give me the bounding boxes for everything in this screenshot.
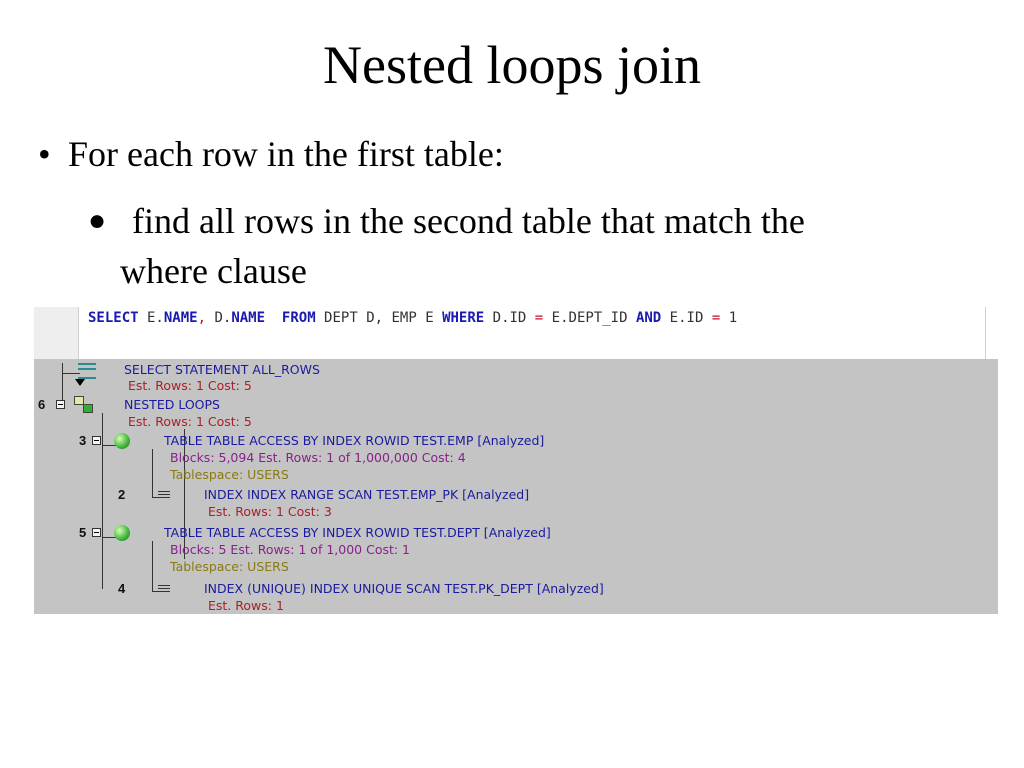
tree-connector (102, 445, 116, 446)
sql-token: DEPT D, EMP E (315, 310, 443, 326)
sql-keyword-from: FROM (281, 310, 316, 326)
select-statement-icon (78, 363, 96, 379)
plan-node-stats: Est. Rows: 1 Cost: 3 (208, 504, 332, 519)
sql-token: 1 (720, 310, 738, 326)
sql-token: NAME (231, 310, 266, 326)
table-access-icon (114, 433, 130, 449)
plan-node-id: 3 (79, 433, 87, 448)
plan-node-tablespace: Tablespace: USERS (170, 467, 289, 482)
sql-token: E.DEPT_ID (543, 310, 636, 326)
query-plan-screenshot (34, 307, 998, 614)
down-arrow-icon (75, 379, 85, 386)
sql-keyword-and: AND (635, 310, 662, 326)
index-scan-icon (156, 489, 170, 501)
sql-token: E. (138, 310, 164, 326)
plan-node-op: INDEX (UNIQUE) INDEX UNIQUE SCAN TEST.PK_DEPT [Analyzed] (204, 581, 604, 596)
nested-loops-icon-part (83, 404, 93, 413)
index-icon-stroke (158, 497, 170, 498)
plan-node-op: TABLE TABLE ACCESS BY INDEX ROWID TEST.DEPT [Analyzed] (164, 525, 551, 540)
plan-node-stats: Blocks: 5,094 Est. Rows: 1 of 1,000,000 Cost: 4 (170, 450, 466, 465)
nested-loops-icon (74, 396, 92, 412)
sql-keyword-where: WHERE (442, 310, 485, 326)
index-icon-stroke (158, 494, 170, 495)
plan-node-op: NESTED LOOPS (124, 397, 220, 412)
index-scan-icon (156, 583, 170, 595)
plan-node-id: 4 (118, 581, 126, 596)
sub-bullet-marker: ● (88, 204, 107, 237)
sql-token: = (534, 310, 544, 326)
plan-node-id: 5 (79, 525, 87, 540)
sub-bullet-text-line2: where clause (120, 251, 307, 291)
collapse-box-icon[interactable] (56, 400, 65, 409)
execution-plan-tree (34, 359, 998, 614)
editor-gutter (34, 307, 79, 359)
index-icon-stroke (158, 588, 170, 589)
table-access-icon (114, 525, 130, 541)
plan-node-op: INDEX INDEX RANGE SCAN TEST.EMP_PK [Analyzed] (204, 487, 530, 502)
tree-connector (102, 537, 116, 538)
tree-connector (102, 413, 103, 589)
plan-node-stats: Est. Rows: 1 Cost: 5 (128, 378, 252, 393)
sql-editor[interactable] (34, 307, 998, 359)
tree-connector (152, 541, 153, 591)
plan-node-stats: Blocks: 5 Est. Rows: 1 of 1,000 Cost: 1 (170, 542, 411, 557)
index-icon-stroke (158, 491, 170, 492)
sql-token: D. (206, 310, 232, 326)
plan-node-stats: Est. Rows: 1 Cost: 5 (128, 414, 252, 429)
plan-node-stats: Est. Rows: 1 (208, 598, 284, 613)
plan-node-id: 2 (118, 487, 126, 502)
sql-token: E.ID (661, 310, 712, 326)
plan-node-id: 6 (38, 397, 46, 412)
sql-token: = (711, 310, 721, 326)
bullet-marker: • (38, 134, 51, 174)
index-icon-stroke (158, 591, 170, 592)
sub-bullet-text-line1: find all rows in the second table that match the (132, 201, 805, 241)
collapse-box-icon[interactable] (92, 436, 101, 445)
sql-keyword-select: SELECT (88, 310, 139, 326)
sql-token: , (197, 310, 207, 326)
index-icon-stroke (158, 585, 170, 586)
plan-node-op: SELECT STATEMENT ALL_ROWS (124, 362, 320, 377)
tree-connector (152, 449, 153, 497)
sql-token: D.ID (484, 310, 535, 326)
editor-edge (985, 307, 986, 359)
sql-token: NAME (163, 310, 198, 326)
slide-title: Nested loops join (323, 35, 701, 95)
bullet-first-table (38, 132, 504, 176)
plan-node-tablespace: Tablespace: USERS (170, 559, 289, 574)
sql-query-text (88, 309, 737, 327)
bullet-text: For each row in the first table: (68, 134, 504, 174)
plan-node-op: TABLE TABLE ACCESS BY INDEX ROWID TEST.EMP [Analyzed] (164, 433, 545, 448)
collapse-box-icon[interactable] (92, 528, 101, 537)
